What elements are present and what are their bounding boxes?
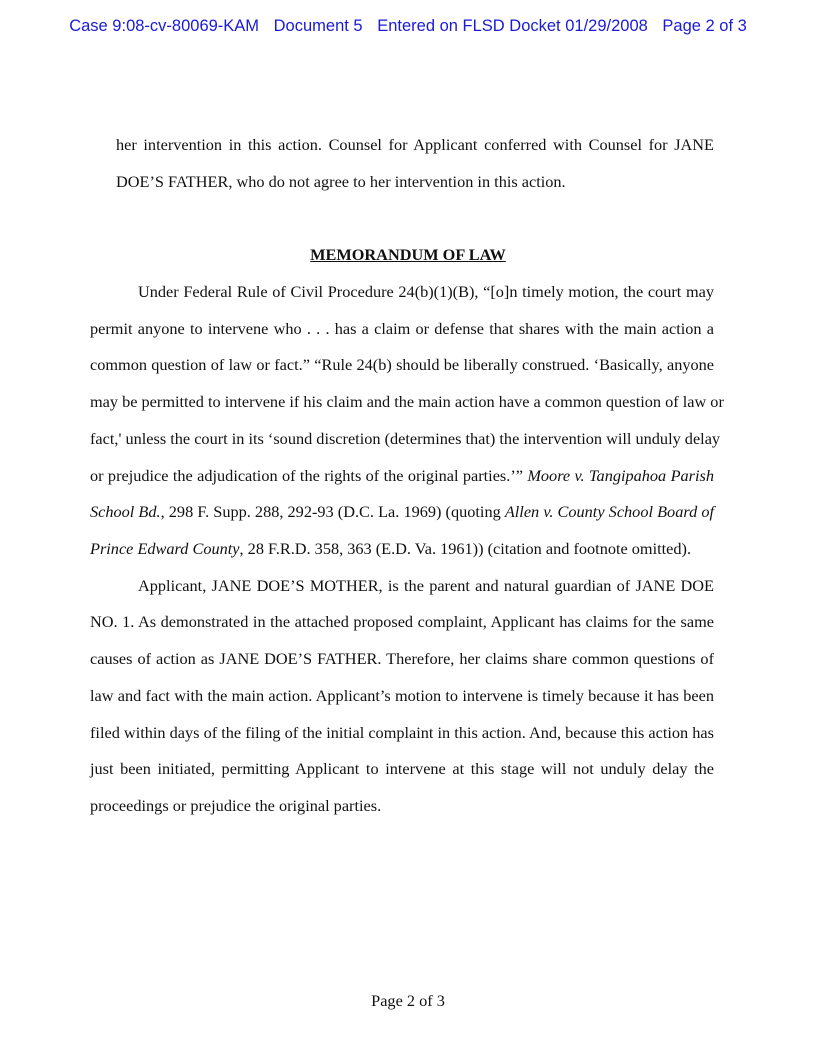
case-citation: Moore v. Tangipahoa Parish [527, 466, 714, 485]
paragraph-line: NO. 1. As demonstrated in the attached proposed complaint, Applicant has claims for the same [90, 612, 714, 631]
case-citation: Prince Edward County [90, 539, 240, 558]
case-citation: School Bd. [90, 502, 161, 521]
paragraph-line: permit anyone to intervene who . . . has a claim or defense that shares with the main action a [90, 319, 714, 338]
text-run: or prejudice the adjudication of the rights of the original parties.’” [90, 466, 528, 485]
docket-entry-date: Entered on FLSD Docket 01/29/2008 [377, 17, 648, 35]
case-number: Case 9:08-cv-80069-KAM [69, 17, 260, 35]
document-number: Document 5 [273, 17, 363, 35]
paragraph-line: fact,' unless the court in its ‘sound discretion (determines that) the intervention will unduly delay [90, 429, 721, 448]
page-footer: Page 2 of 3 [371, 991, 445, 1010]
section-heading: MEMORANDUM OF LAW [310, 245, 506, 264]
paragraph-line: may be permitted to intervene if his claim and the main action have a common question of law or [90, 392, 724, 411]
paragraph-line [90, 539, 691, 559]
case-citation: Allen v. County School Board of [504, 502, 714, 521]
paragraph-line: just been initiated, permitting Applicant to intervene at this stage will not unduly delay the [90, 759, 714, 778]
paragraph-line: her intervention in this action. Counsel for Applicant conferred with Counsel for JANE [116, 135, 714, 154]
paragraph-line: causes of action as JANE DOE’S FATHER. Therefore, her claims share common questions of [90, 649, 714, 668]
text-run: , 298 F. Supp. 288, 292-93 (D.C. La. 1969) (quoting [160, 502, 505, 521]
paragraph-line: filed within days of the filing of the initial complaint in this action. And, because this action has [90, 723, 714, 742]
paragraph-line: proceedings or prejudice the original parties. [90, 796, 382, 815]
paragraph-line: law and fact with the main action. Applicant’s motion to intervene is timely because it has been [90, 686, 714, 705]
text-run: , 28 F.R.D. 358, 363 (E.D. Va. 1961)) (citation and footnote omitted). [239, 539, 692, 558]
paragraph-line: Applicant, JANE DOE’S MOTHER, is the parent and natural guardian of JANE DOE [138, 576, 714, 595]
paragraph-line: common question of law or fact.” “Rule 24(b) should be liberally construed. ‘Basically, anyone [90, 355, 714, 374]
paragraph-line [90, 466, 714, 486]
paragraph-line [90, 502, 714, 522]
paragraph-line: DOE’S FATHER, who do not agree to her intervention in this action. [116, 172, 566, 191]
paragraph-line: Under Federal Rule of Civil Procedure 24(b)(1)(B), “[o]n timely motion, the court may [138, 282, 714, 301]
header-page-number: Page 2 of 3 [662, 17, 747, 35]
